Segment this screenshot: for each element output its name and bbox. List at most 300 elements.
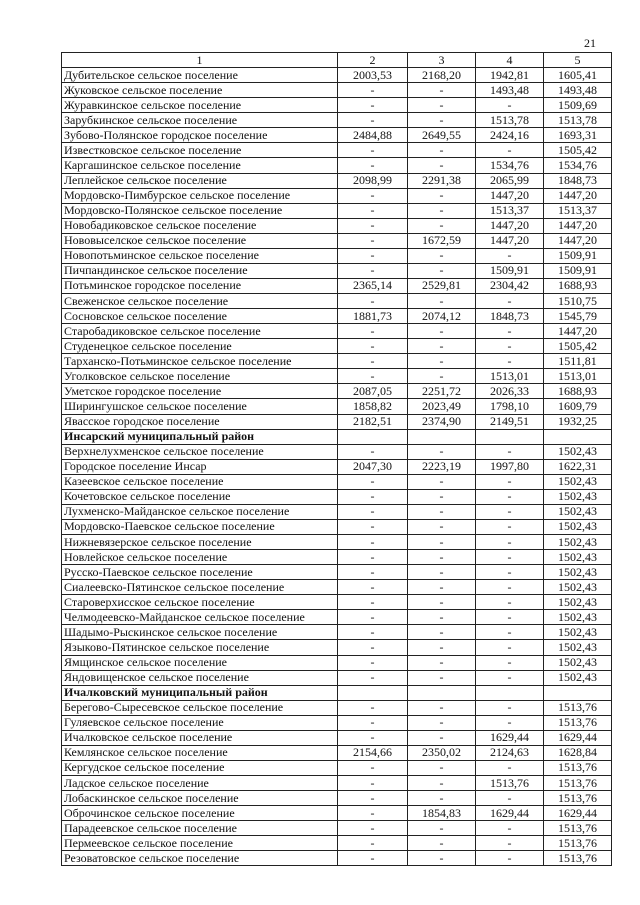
value-cell-c3: - (408, 504, 476, 519)
column-header: 5 (544, 53, 612, 68)
settlement-name-cell: Кергудское сельское поселение (62, 760, 338, 775)
table-row (62, 610, 612, 625)
value-cell-c4: - (476, 700, 544, 715)
settlement-name-cell: Нижневязерское сельское поселение (62, 535, 338, 550)
value-cell-c2: 1881,73 (338, 309, 408, 324)
settlement-name-cell: Журавкинское сельское поселение (62, 98, 338, 113)
value-cell-c4: - (476, 715, 544, 730)
table-row (62, 128, 612, 143)
settlement-name-cell: Новобадиковское сельское поселение (62, 218, 338, 233)
value-cell-c2: 2098,99 (338, 173, 408, 188)
settlement-name-cell: Явасское городское поселение (62, 414, 338, 429)
empty-cell (544, 429, 612, 444)
value-cell-c2: 2182,51 (338, 414, 408, 429)
value-cell-c4: 1997,80 (476, 459, 544, 474)
value-cell-c2: - (338, 489, 408, 504)
table-row (62, 806, 612, 821)
table-row (62, 851, 612, 866)
value-cell-c5: 1513,76 (544, 836, 612, 851)
value-cell-c4: - (476, 354, 544, 369)
value-cell-c3: - (408, 354, 476, 369)
value-cell-c3: - (408, 98, 476, 113)
value-cell-c3: - (408, 550, 476, 565)
value-cell-c3: - (408, 655, 476, 670)
section-header-row (62, 429, 612, 444)
table-row (62, 354, 612, 369)
value-cell-c2: - (338, 248, 408, 263)
value-cell-c4: - (476, 791, 544, 806)
value-cell-c3: - (408, 324, 476, 339)
table-row (62, 640, 612, 655)
table-row (62, 203, 612, 218)
value-cell-c4: 1513,78 (476, 113, 544, 128)
table-row (62, 791, 612, 806)
value-cell-c2: - (338, 143, 408, 158)
value-cell-c3: - (408, 294, 476, 309)
value-cell-c3: - (408, 610, 476, 625)
settlement-name-cell: Языково-Пятинское сельское поселение (62, 640, 338, 655)
value-cell-c3: - (408, 203, 476, 218)
value-cell-c2: - (338, 821, 408, 836)
settlement-name-cell: Новлейское сельское поселение (62, 550, 338, 565)
value-cell-c4: 1629,44 (476, 730, 544, 745)
settlement-name-cell: Берегово-Сыресевское сельское поселение (62, 700, 338, 715)
value-cell-c2: - (338, 203, 408, 218)
value-cell-c5: 1513,76 (544, 821, 612, 836)
value-cell-c5: 1505,42 (544, 143, 612, 158)
value-cell-c5: 1502,43 (544, 504, 612, 519)
settlement-name-cell: Новопотьминское сельское поселение (62, 248, 338, 263)
value-cell-c5: 1510,75 (544, 294, 612, 309)
settlement-name-cell: Русско-Паевское сельское поселение (62, 565, 338, 580)
section-title: Ичалковский муниципальный район (62, 685, 338, 700)
value-cell-c3: - (408, 580, 476, 595)
value-cell-c2: 2484,88 (338, 128, 408, 143)
settlement-name-cell: Тарханско-Потьминское сельское поселение (62, 354, 338, 369)
value-cell-c5: 1513,76 (544, 851, 612, 866)
table-row (62, 776, 612, 791)
value-cell-c3: 2529,81 (408, 278, 476, 293)
value-cell-c3: 2023,49 (408, 399, 476, 414)
value-cell-c2: - (338, 263, 408, 278)
value-cell-c4: 1509,91 (476, 263, 544, 278)
value-cell-c4: 2124,63 (476, 745, 544, 760)
table-row (62, 263, 612, 278)
empty-cell (476, 429, 544, 444)
settlement-name-cell: Студенецкое сельское поселение (62, 339, 338, 354)
table-row (62, 83, 612, 98)
value-cell-c4: - (476, 610, 544, 625)
value-cell-c5: 1848,73 (544, 173, 612, 188)
value-cell-c3: 2168,20 (408, 68, 476, 83)
value-cell-c4: - (476, 565, 544, 580)
table-row (62, 760, 612, 775)
column-header: 4 (476, 53, 544, 68)
value-cell-c4: 1534,76 (476, 158, 544, 173)
value-cell-c3: - (408, 730, 476, 745)
value-cell-c5: 1447,20 (544, 324, 612, 339)
table-row (62, 248, 612, 263)
value-cell-c3: - (408, 248, 476, 263)
value-cell-c4: 2065,99 (476, 173, 544, 188)
value-cell-c5: 1545,79 (544, 309, 612, 324)
value-cell-c5: 1513,76 (544, 791, 612, 806)
table-row (62, 745, 612, 760)
table-row (62, 278, 612, 293)
value-cell-c3: - (408, 776, 476, 791)
settlement-name-cell: Верхнелухменское сельское поселение (62, 444, 338, 459)
table-row (62, 294, 612, 309)
value-cell-c5: 1693,31 (544, 128, 612, 143)
value-cell-c4: 2304,42 (476, 278, 544, 293)
settlement-name-cell: Кемлянское сельское поселение (62, 745, 338, 760)
table-row (62, 173, 612, 188)
table-row (62, 384, 612, 399)
value-cell-c3: - (408, 158, 476, 173)
table-row (62, 143, 612, 158)
value-cell-c4: - (476, 595, 544, 610)
table-row (62, 98, 612, 113)
value-cell-c4: - (476, 851, 544, 866)
value-cell-c3: - (408, 625, 476, 640)
value-cell-c5: 1609,79 (544, 399, 612, 414)
value-cell-c2: - (338, 324, 408, 339)
empty-cell (338, 685, 408, 700)
tariff-table (61, 52, 612, 866)
value-cell-c5: 1605,41 (544, 68, 612, 83)
value-cell-c4: 1447,20 (476, 233, 544, 248)
value-cell-c3: - (408, 821, 476, 836)
value-cell-c3: - (408, 760, 476, 775)
value-cell-c3: - (408, 565, 476, 580)
value-cell-c5: 1502,43 (544, 474, 612, 489)
settlement-name-cell: Резоватовское сельское поселение (62, 851, 338, 866)
table-row (62, 309, 612, 324)
table-row (62, 414, 612, 429)
table-row (62, 369, 612, 384)
settlement-name-cell: Свеженское сельское поселение (62, 294, 338, 309)
value-cell-c4: 1848,73 (476, 309, 544, 324)
value-cell-c5: 1622,31 (544, 459, 612, 474)
value-cell-c2: - (338, 670, 408, 685)
value-cell-c5: 1502,43 (544, 610, 612, 625)
value-cell-c2: - (338, 504, 408, 519)
page-number: 21 (584, 36, 596, 50)
value-cell-c3: 2649,55 (408, 128, 476, 143)
value-cell-c5: 1534,76 (544, 158, 612, 173)
value-cell-c3: - (408, 715, 476, 730)
settlement-name-cell: Дубительское сельское поселение (62, 68, 338, 83)
value-cell-c2: - (338, 730, 408, 745)
value-cell-c4: 1447,20 (476, 188, 544, 203)
value-cell-c3: - (408, 263, 476, 278)
column-header: 2 (338, 53, 408, 68)
value-cell-c3: - (408, 369, 476, 384)
value-cell-c2: 2087,05 (338, 384, 408, 399)
settlement-name-cell: Каргашинское сельское поселение (62, 158, 338, 173)
value-cell-c3: 2074,12 (408, 309, 476, 324)
settlement-name-cell: Оброчинское сельское поселение (62, 806, 338, 821)
settlement-name-cell: Ширингушское сельское поселение (62, 399, 338, 414)
value-cell-c3: - (408, 640, 476, 655)
value-cell-c4: - (476, 324, 544, 339)
value-cell-c3: - (408, 670, 476, 685)
value-cell-c4: 1798,10 (476, 399, 544, 414)
value-cell-c5: 1493,48 (544, 83, 612, 98)
value-cell-c5: 1509,91 (544, 248, 612, 263)
value-cell-c3: - (408, 851, 476, 866)
value-cell-c2: 2047,30 (338, 459, 408, 474)
value-cell-c2: 1858,82 (338, 399, 408, 414)
value-cell-c4: - (476, 474, 544, 489)
value-cell-c2: - (338, 580, 408, 595)
section-title: Инсарский муниципальный район (62, 429, 338, 444)
value-cell-c3: 2350,02 (408, 745, 476, 760)
settlement-name-cell: Пермеевское сельское поселение (62, 836, 338, 851)
table-row (62, 700, 612, 715)
settlement-name-cell: Староверхисское сельское поселение (62, 595, 338, 610)
table-row (62, 821, 612, 836)
table-row (62, 339, 612, 354)
table-row (62, 399, 612, 414)
value-cell-c5: 1513,37 (544, 203, 612, 218)
settlement-name-cell: Ямщинское сельское поселение (62, 655, 338, 670)
settlement-name-cell: Лобаскинское сельское поселение (62, 791, 338, 806)
value-cell-c2: - (338, 98, 408, 113)
value-cell-c2: - (338, 519, 408, 534)
value-cell-c4: - (476, 655, 544, 670)
table-row (62, 459, 612, 474)
value-cell-c2: - (338, 188, 408, 203)
settlement-name-cell: Мордовско-Пимбурское сельское поселение (62, 188, 338, 203)
table-row (62, 444, 612, 459)
value-cell-c2: 2365,14 (338, 278, 408, 293)
settlement-name-cell: Мордовско-Полянское сельское поселение (62, 203, 338, 218)
value-cell-c5: 1502,43 (544, 550, 612, 565)
empty-cell (476, 685, 544, 700)
value-cell-c2: - (338, 565, 408, 580)
value-cell-c4: 1513,37 (476, 203, 544, 218)
value-cell-c2: - (338, 535, 408, 550)
value-cell-c2: - (338, 444, 408, 459)
value-cell-c5: 1502,43 (544, 565, 612, 580)
value-cell-c2: - (338, 776, 408, 791)
settlement-name-cell: Кочетовское сельское поселение (62, 489, 338, 504)
value-cell-c2: - (338, 655, 408, 670)
value-cell-c3: - (408, 474, 476, 489)
value-cell-c4: - (476, 760, 544, 775)
value-cell-c3: - (408, 836, 476, 851)
empty-cell (408, 429, 476, 444)
table-row (62, 113, 612, 128)
empty-cell (544, 685, 612, 700)
table-row (62, 715, 612, 730)
value-cell-c5: 1502,43 (544, 489, 612, 504)
settlement-name-cell: Ладское сельское поселение (62, 776, 338, 791)
settlement-name-cell: Казеевское сельское поселение (62, 474, 338, 489)
table-header-row (62, 53, 612, 68)
value-cell-c2: - (338, 369, 408, 384)
value-cell-c5: 1447,20 (544, 233, 612, 248)
value-cell-c5: 1502,43 (544, 625, 612, 640)
value-cell-c3: - (408, 489, 476, 504)
value-cell-c4: 1513,76 (476, 776, 544, 791)
settlement-name-cell: Нововыселское сельское поселение (62, 233, 338, 248)
value-cell-c5: 1502,43 (544, 580, 612, 595)
value-cell-c3: 2223,19 (408, 459, 476, 474)
value-cell-c5: 1447,20 (544, 188, 612, 203)
value-cell-c3: - (408, 339, 476, 354)
value-cell-c2: 2154,66 (338, 745, 408, 760)
value-cell-c5: 1513,76 (544, 776, 612, 791)
value-cell-c2: - (338, 595, 408, 610)
table-row (62, 550, 612, 565)
value-cell-c3: - (408, 700, 476, 715)
table-row (62, 595, 612, 610)
value-cell-c2: - (338, 113, 408, 128)
settlement-name-cell: Лухменско-Майданское сельское поселение (62, 504, 338, 519)
value-cell-c3: - (408, 113, 476, 128)
settlement-name-cell: Городское поселение Инсар (62, 459, 338, 474)
value-cell-c2: - (338, 218, 408, 233)
settlement-name-cell: Парадеевское сельское поселение (62, 821, 338, 836)
value-cell-c2: - (338, 83, 408, 98)
value-cell-c3: 2251,72 (408, 384, 476, 399)
value-cell-c2: - (338, 339, 408, 354)
table-row (62, 474, 612, 489)
value-cell-c5: 1505,42 (544, 339, 612, 354)
table-row (62, 625, 612, 640)
table-row (62, 233, 612, 248)
value-cell-c2: - (338, 233, 408, 248)
table-row (62, 519, 612, 534)
value-cell-c4: 1629,44 (476, 806, 544, 821)
value-cell-c5: 1513,76 (544, 715, 612, 730)
settlement-name-cell: Челмодеевско-Майданское сельское поселение (62, 610, 338, 625)
settlement-name-cell: Зарубкинское сельское поселение (62, 113, 338, 128)
value-cell-c4: 2149,51 (476, 414, 544, 429)
table-row (62, 580, 612, 595)
value-cell-c4: - (476, 670, 544, 685)
table-row (62, 535, 612, 550)
value-cell-c5: 1932,25 (544, 414, 612, 429)
value-cell-c3: - (408, 791, 476, 806)
section-header-row (62, 685, 612, 700)
value-cell-c2: - (338, 550, 408, 565)
table-row (62, 218, 612, 233)
value-cell-c4: - (476, 489, 544, 504)
value-cell-c5: 1502,43 (544, 655, 612, 670)
value-cell-c5: 1502,43 (544, 640, 612, 655)
settlement-name-cell: Гуляевское сельское поселение (62, 715, 338, 730)
value-cell-c2: - (338, 851, 408, 866)
value-cell-c4: - (476, 98, 544, 113)
settlement-name-cell: Ичалковское сельское поселение (62, 730, 338, 745)
settlement-name-cell: Сосновское сельское поселение (62, 309, 338, 324)
value-cell-c4: - (476, 339, 544, 354)
value-cell-c3: 2291,38 (408, 173, 476, 188)
value-cell-c2: - (338, 700, 408, 715)
value-cell-c3: - (408, 444, 476, 459)
column-header: 1 (62, 53, 338, 68)
value-cell-c5: 1629,44 (544, 806, 612, 821)
value-cell-c2: - (338, 474, 408, 489)
value-cell-c2: - (338, 625, 408, 640)
value-cell-c4: - (476, 580, 544, 595)
settlement-name-cell: Уметское городское поселение (62, 384, 338, 399)
value-cell-c2: - (338, 760, 408, 775)
value-cell-c5: 1628,84 (544, 745, 612, 760)
value-cell-c4: - (476, 248, 544, 263)
empty-cell (408, 685, 476, 700)
table-row (62, 730, 612, 745)
value-cell-c2: - (338, 640, 408, 655)
value-cell-c5: 1502,43 (544, 535, 612, 550)
value-cell-c4: - (476, 143, 544, 158)
value-cell-c4: - (476, 504, 544, 519)
table-row (62, 489, 612, 504)
settlement-name-cell: Пичпандинское сельское поселение (62, 263, 338, 278)
value-cell-c3: - (408, 535, 476, 550)
settlement-name-cell: Яндовищенское сельское поселение (62, 670, 338, 685)
value-cell-c5: 1509,91 (544, 263, 612, 278)
table-row (62, 565, 612, 580)
table-row (62, 188, 612, 203)
value-cell-c3: 2374,90 (408, 414, 476, 429)
value-cell-c5: 1502,43 (544, 444, 612, 459)
value-cell-c5: 1509,69 (544, 98, 612, 113)
table-row (62, 158, 612, 173)
value-cell-c4: - (476, 625, 544, 640)
empty-cell (338, 429, 408, 444)
value-cell-c2: - (338, 791, 408, 806)
value-cell-c5: 1629,44 (544, 730, 612, 745)
value-cell-c4: 1447,20 (476, 218, 544, 233)
settlement-name-cell: Сиалеевско-Пятинское сельское поселение (62, 580, 338, 595)
value-cell-c2: - (338, 836, 408, 851)
settlement-name-cell: Потьминское городское поселение (62, 278, 338, 293)
table-row (62, 324, 612, 339)
value-cell-c4: 1493,48 (476, 83, 544, 98)
table-row (62, 68, 612, 83)
value-cell-c4: 1513,01 (476, 369, 544, 384)
value-cell-c2: - (338, 715, 408, 730)
table-row (62, 670, 612, 685)
value-cell-c4: - (476, 294, 544, 309)
value-cell-c2: - (338, 354, 408, 369)
column-header: 3 (408, 53, 476, 68)
value-cell-c4: 2026,33 (476, 384, 544, 399)
value-cell-c4: - (476, 821, 544, 836)
value-cell-c5: 1502,43 (544, 519, 612, 534)
value-cell-c4: - (476, 836, 544, 851)
value-cell-c4: 2424,16 (476, 128, 544, 143)
value-cell-c3: 1672,59 (408, 233, 476, 248)
settlement-name-cell: Зубово-Полянское городское поселение (62, 128, 338, 143)
value-cell-c5: 1688,93 (544, 384, 612, 399)
value-cell-c4: - (476, 640, 544, 655)
settlement-name-cell: Жуковское сельское поселение (62, 83, 338, 98)
settlement-name-cell: Старобадиковское сельское поселение (62, 324, 338, 339)
settlement-name-cell: Известковское сельское поселение (62, 143, 338, 158)
value-cell-c4: 1942,81 (476, 68, 544, 83)
value-cell-c3: - (408, 595, 476, 610)
value-cell-c3: - (408, 218, 476, 233)
value-cell-c4: - (476, 550, 544, 565)
settlement-name-cell: Мордовско-Паевское сельское поселение (62, 519, 338, 534)
value-cell-c5: 1513,76 (544, 760, 612, 775)
value-cell-c4: - (476, 444, 544, 459)
